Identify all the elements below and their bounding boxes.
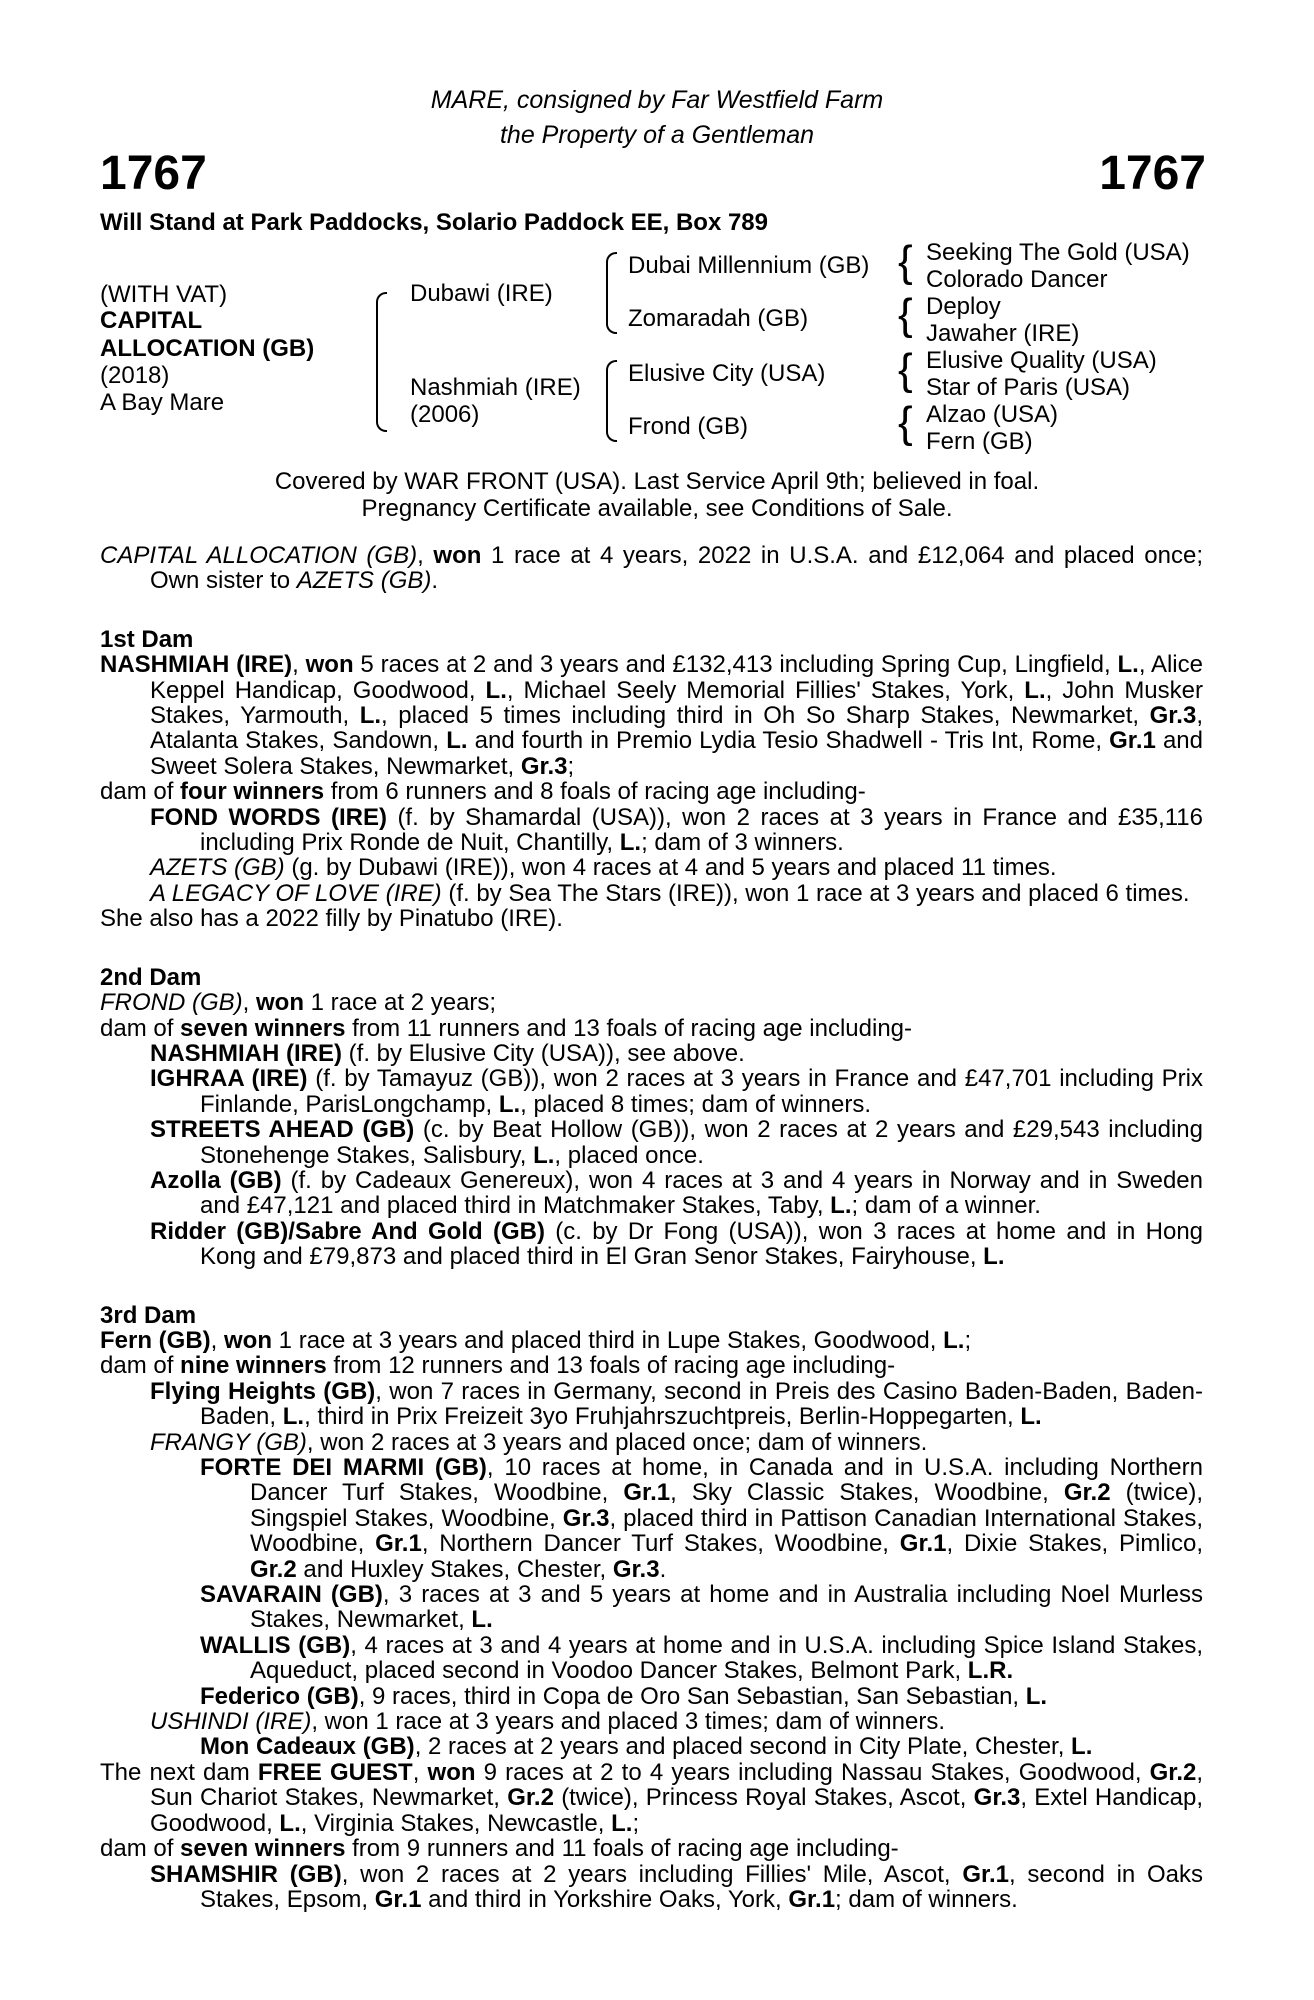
spacer	[100, 932, 1203, 965]
paragraph: The next dam FREE GUEST, won 9 races at 2 to 4 years including Nassau Stakes, Goodwood, Gr.2, Sun Chariot Stakes, Newmarket, Gr.2 (twice), Princess Royal Stakes, Ascot, Gr.3, Extel Handicap, Goodwood, L., Virginia Stakes, Newcastle, L.;	[100, 1758, 1204, 1837]
horse-year: (2018)	[100, 362, 170, 389]
lot-number-right: 1767	[1099, 147, 1206, 200]
paragraph: FROND (GB), won 1 race at 2 years;	[100, 989, 497, 1017]
paragraph: Ridder (GB)/Sabre And Gold (GB) (c. by Dr Fong (USA)), won 3 races at home and in Hong Kong and £79,873 and placed third in El Gran Senor Stakes, Fairyhouse, L.	[150, 1217, 1204, 1271]
paragraph: NASHMIAH (IRE) (f. by Elusive City (USA)), see above.	[150, 1039, 745, 1067]
paragraph: She also has a 2022 filly by Pinatubo (IRE).	[100, 905, 563, 933]
paragraph: dam of seven winners from 9 runners and 11 foals of racing age including-	[100, 1835, 899, 1863]
paragraph: dam of four winners from 6 runners and 8 foals of racing age including-	[100, 778, 866, 806]
brace-dd: {	[898, 398, 913, 447]
pedigree-dam-dam: Frond (GB)	[628, 413, 749, 440]
pedigree-sss: Seeking The Gold (USA)	[926, 239, 1190, 266]
pedigree-dsd: Star of Paris (USA)	[926, 374, 1131, 401]
pedigree-sire-sire: Dubai Millennium (GB)	[628, 252, 870, 279]
pedigree-sds: Deploy	[926, 293, 1001, 320]
paragraph: FOND WORDS (IRE) (f. by Shamardal (USA)), won 2 races at 3 years in France and £35,116 including Prix Ronde de Nuit, Chantilly, L.; dam of 3 winners.	[150, 803, 1203, 857]
pedigree-bracket-sire	[606, 252, 617, 334]
catalogue-body	[100, 543, 1203, 1912]
paragraph: STREETS AHEAD (GB) (c. by Beat Hollow (GB)), won 2 races at 2 years and £29,543 including Stonehenge Stakes, Salisbury, L., placed once.	[150, 1116, 1204, 1169]
covered-line1: Covered by WAR FRONT (USA). Last Service April 9th; believed in foal.	[274, 468, 1040, 495]
paragraph: dam of seven winners from 11 runners and 13 foals of racing age including-	[100, 1014, 913, 1042]
stand-location: Will Stand at Park Paddocks, Solario Paddock EE, Box 789	[100, 209, 769, 236]
pedigree-dss: Elusive Quality (USA)	[926, 347, 1157, 374]
pedigree-dam-sire: Elusive City (USA)	[628, 360, 826, 387]
pedigree-sdd: Jawaher (IRE)	[926, 320, 1080, 347]
paragraph: FRANGY (GB), won 2 races at 3 years and placed once; dam of winners.	[150, 1428, 928, 1456]
consignor-line: MARE, consigned by Far Westfield Farm	[430, 86, 884, 114]
paragraph: NASHMIAH (IRE), won 5 races at 2 and 3 years and £132,413 including Spring Cup, Lingfield, L., Alice Keppel Handicap, Goodwood, L., Michael Seely Memorial Fillies' Stakes, York, L., John Musker Stakes, Yarmouth, L., placed 5 times including third in Oh So Sharp Stakes, Newmarket, Gr.3, Atalanta Stakes, Sandown, L. and fourth in Premio Lydia Tesio Shadwell - Tris Int, Rome, Gr.1 and Sweet Solera Stakes, Newmarket, Gr.3;	[100, 651, 1203, 780]
pedigree-ssd: Colorado Dancer	[926, 266, 1108, 293]
paragraph: Azolla (GB) (f. by Cadeaux Genereux), won 4 races at 3 and 4 years in Norway and in Sweden and £47,121 and placed third in Matchmaker Stakes, Taby, L.; dam of a winner.	[150, 1166, 1204, 1220]
pedigree-sire-dam: Zomaradah (GB)	[628, 305, 809, 332]
paragraph: Fern (GB), won 1 race at 3 years and placed third in Lupe Stakes, Goodwood, L.;	[100, 1326, 972, 1354]
paragraph: FORTE DEI MARMI (GB), 10 races at home, in Canada and in U.S.A. including Northern Dancer Turf Stakes, Woodbine, Gr.1, Sky Classic Stakes, Woodbine, Gr.2 (twice), Singspiel Stakes, Woodbine, Gr.3, placed third in Pattison Canadian International Stakes, Woodbine, Gr.1, Northern Dancer Turf Stakes, Woodbine, Gr.1, Dixie Stakes, Pimlico, Gr.2 and Huxley Stakes, Chester, Gr.3.	[200, 1454, 1203, 1583]
brace-sd: {	[898, 290, 913, 339]
horse-description: A Bay Mare	[100, 389, 225, 416]
paragraph: Flying Heights (GB), won 7 races in Germany, second in Preis des Casino Baden-Baden, Baden-Baden, L., third in Prix Freizeit 3yo Fruhjahrszuchtpreis, Berlin-Hoppegarten, L.	[150, 1377, 1203, 1431]
paragraph: SAVARAIN (GB), 3 races at 3 and 5 years at home and in Australia including Noel Murless Stakes, Newmarket, L.	[200, 1581, 1204, 1634]
vat-note: (WITH VAT)	[100, 281, 228, 308]
spacer	[100, 1270, 1203, 1303]
paragraph: CAPITAL ALLOCATION (GB), won 1 race at 4 years, 2022 in U.S.A. and £12,064 and placed once; Own sister to AZETS (GB).	[100, 542, 1203, 595]
paragraph: Mon Cadeaux (GB), 2 races at 2 years and placed second in City Plate, Chester, L.	[200, 1733, 1093, 1761]
pedigree-bracket-gen1	[376, 292, 387, 432]
section-heading: 2nd Dam	[100, 963, 202, 991]
paragraph: WALLIS (GB), 4 races at 3 and 4 years at home and in U.S.A. including Spice Island Stakes, Aqueduct, placed second in Voodoo Dancer Stakes, Belmont Park, L.R.	[200, 1631, 1203, 1685]
property-line: the Property of a Gentleman	[499, 121, 815, 149]
pedigree-sire: Dubawi (IRE)	[410, 280, 553, 307]
spacer	[100, 594, 1203, 627]
section-heading: 1st Dam	[100, 625, 194, 653]
paragraph: Federico (GB), 9 races, third in Copa de Oro San Sebastian, San Sebastian, L.	[200, 1682, 1048, 1710]
pedigree-dds: Alzao (USA)	[926, 401, 1059, 428]
paragraph: SHAMSHIR (GB), won 2 races at 2 years including Fillies' Mile, Ascot, Gr.1, second in Oaks Stakes, Epsom, Gr.1 and third in Yorkshire Oaks, York, Gr.1; dam of winners.	[150, 1860, 1203, 1913]
pedigree-dam-year: (2006)	[410, 401, 480, 428]
covered-line2: Pregnancy Certificate available, see Conditions of Sale.	[361, 495, 953, 522]
paragraph: AZETS (GB) (g. by Dubawi (IRE)), won 4 races at 4 and 5 years and placed 11 times.	[150, 854, 1057, 882]
paragraph: dam of nine winners from 12 runners and 13 foals of racing age including-	[100, 1352, 896, 1380]
section-heading: 3rd Dam	[100, 1301, 197, 1329]
paragraph: A LEGACY OF LOVE (IRE) (f. by Sea The Stars (IRE)), won 1 race at 3 years and placed 6 times.	[150, 879, 1190, 907]
pedigree-dam: Nashmiah (IRE)	[410, 374, 581, 401]
lot-number-left: 1767	[100, 147, 207, 200]
paragraph: IGHRAA (IRE) (f. by Tamayuz (GB)), won 2 races at 3 years in France and £47,701 including Prix Finlande, ParisLongchamp, L., placed 8 times; dam of winners.	[150, 1065, 1204, 1118]
brace-ds: {	[898, 345, 913, 394]
paragraph: USHINDI (IRE), won 1 race at 3 years and placed 3 times; dam of winners.	[150, 1708, 945, 1736]
brace-ss: {	[898, 237, 913, 286]
horse-name-line1: CAPITAL	[100, 307, 203, 334]
horse-name-line2: ALLOCATION (GB)	[100, 335, 315, 362]
pedigree-bracket-dam	[606, 360, 617, 442]
pedigree-ddd: Fern (GB)	[926, 428, 1033, 455]
